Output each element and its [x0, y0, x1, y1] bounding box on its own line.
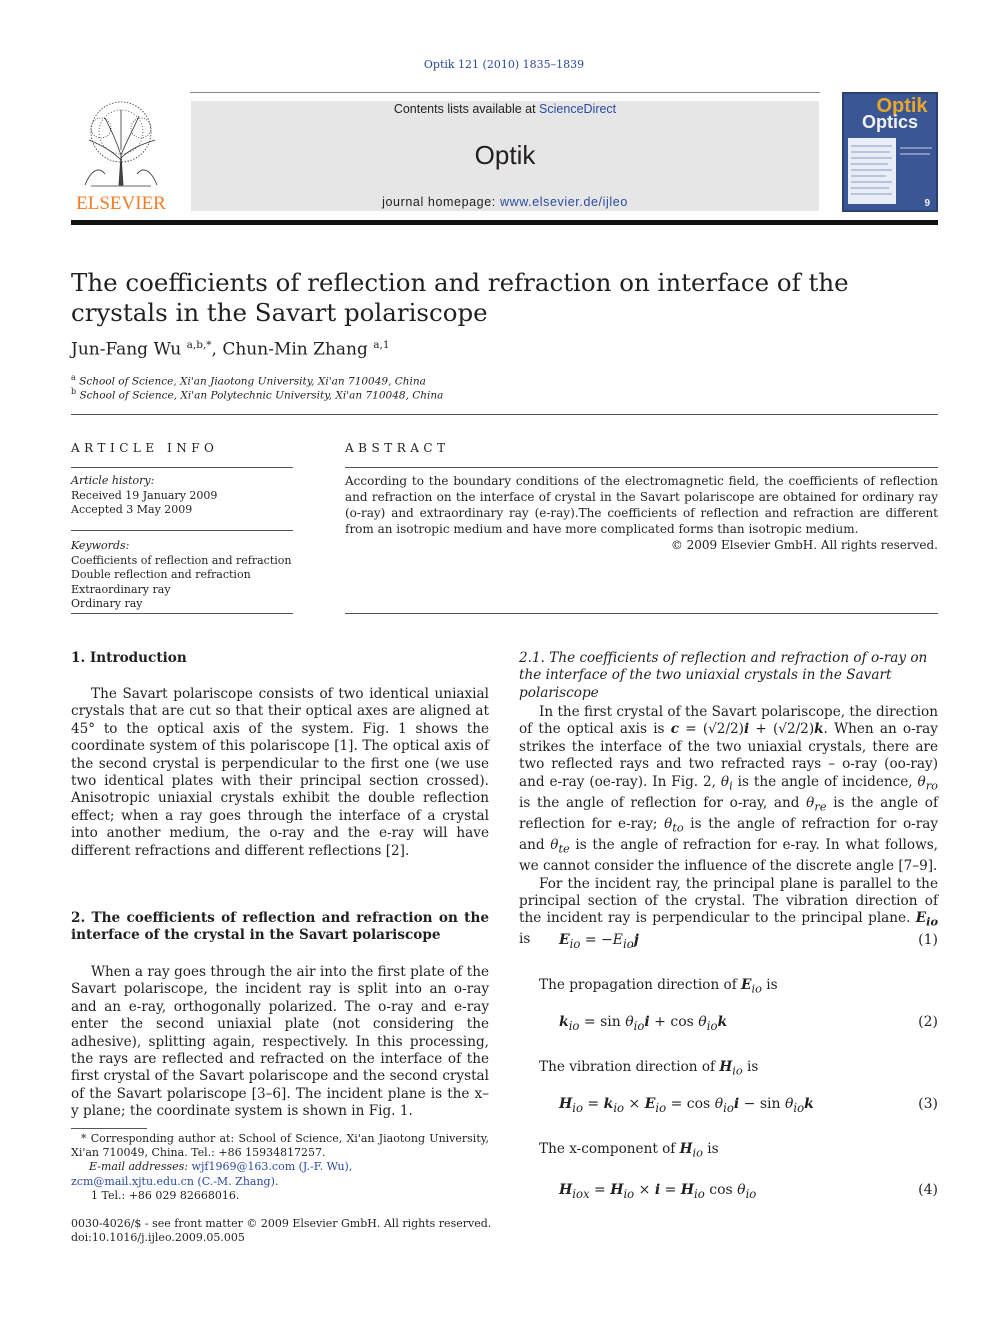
email-note — [71, 1160, 489, 1174]
equation-4: $H_{iox} = H_{io} \times i = H_{io}$ $\cos \theta_{io}$ — [559, 1182, 757, 1201]
keywords-label: Keywords: — [71, 539, 130, 552]
equation-2-intro: The propagation direction of $E_{io}$ is — [539, 977, 778, 996]
front-matter — [71, 1217, 501, 1245]
affiliation-a — [71, 373, 426, 388]
keyword-item: Ordinary ray — [71, 597, 143, 611]
text-span: is the angle of refraction for o-ray and — [519, 815, 939, 853]
contents-prefix: Contents lists available at — [393, 102, 540, 116]
elsevier-wordmark: ELSEVIER — [76, 193, 166, 213]
title-divider — [71, 414, 938, 415]
author-2-affil-mark[interactable]: a,1 — [373, 339, 390, 351]
keyword-item: Coefficients of reflection and refraction — [71, 553, 292, 567]
equation-2-number: (2) — [918, 1014, 938, 1030]
accepted-date: Accepted 3 May 2009 — [71, 503, 193, 517]
equation-4-number: (4) — [918, 1182, 938, 1198]
corresponding-author-note: * Corresponding author at: School of Science, Xi'an Jiaotong University, Xi'an 710049, China. Tel.: +86 15934817257. — [71, 1132, 489, 1160]
article-info-bottom-rule — [71, 613, 293, 614]
text-span: When an o-ray strikes the interface of the two uniaxial crystals, there are two reflected rays and two refracted rays – o-ray (oo-ray) and e-ray (oe-ray). In Fig. 2, — [519, 721, 938, 790]
keywords-block — [71, 539, 293, 612]
email-link-1[interactable]: wjf1969@163.com (J.-F. Wu), — [191, 1160, 353, 1174]
abstract-bottom-rule — [345, 613, 938, 614]
equation-4-intro: The x-component of $H_{io}$ is — [539, 1141, 719, 1160]
section-1-heading: 1. Introduction — [71, 650, 187, 666]
cover-title-optik: Optik — [876, 95, 928, 117]
footnotes — [71, 1132, 489, 1203]
section-1-body — [71, 686, 489, 860]
subsection-paragraph-2: For the incident ray, the principal plane is parallel to the principal section of the crystal. The vibration direction of the incident ray is perpendicular to the principal plane. $E_{io}$ is — [519, 875, 938, 948]
journal-name: Optik — [474, 140, 536, 170]
contents-line — [191, 102, 819, 116]
author-1-affil-mark[interactable]: a,b,* — [186, 339, 212, 351]
keyword-item: Double reflection and refraction — [71, 568, 251, 582]
abstract-text: According to the boundary conditions of the electromagnetic field, the coefficients of reflection and refraction on the interface of crystal in the Savart polariscope are obtained for ordinary ray (o-ray) and extraordinary ray (e-ray).The coefficients of reflection and refraction are different from an isotropic medium and have more complicated forms than isotropic medium. — [345, 474, 938, 536]
equation-3: $H_{io} = k_{io} \times E_{io} = \cos \theta_{io}i - \sin \theta_{io}k$ — [559, 1096, 814, 1115]
equation-2: $k_{io} = \sin \theta_{io}i + \cos \theta_{io}k$ — [559, 1014, 728, 1033]
author-line — [71, 339, 390, 360]
keywords-rule — [71, 530, 293, 531]
text-span: The vibration direction of — [539, 1059, 716, 1075]
affiliation-a-mark: a — [71, 373, 76, 382]
section-2-body — [71, 964, 489, 1121]
text-span: is the angle of reflection for e-ray; — [519, 794, 939, 832]
elsevier-logo — [71, 100, 171, 213]
equation-3-number: (3) — [918, 1096, 938, 1112]
homepage-link[interactable]: www.elsevier.de/ijleo — [499, 195, 628, 209]
author-1[interactable]: Jun-Fang Wu — [71, 339, 182, 360]
header-rule — [190, 92, 820, 93]
article-info-rule — [71, 467, 293, 468]
received-date: Received 19 January 2009 — [71, 488, 218, 502]
cover-issue-number: 9 — [924, 198, 930, 209]
text-span: is — [519, 931, 531, 948]
cover-title-optics: Optics — [861, 112, 919, 132]
text-span: The propagation direction of — [539, 977, 737, 993]
equation-1-number: (1) — [918, 932, 938, 948]
article-title: The coefficients of reflection and refraction on interface of the crystals in the Savart polariscope — [71, 268, 849, 327]
history-label: Article history: — [71, 474, 155, 487]
elsevier-tree-icon — [85, 102, 157, 186]
text-span: is the angle of reflection for o-ray, and — [519, 794, 800, 811]
abstract-heading: ABSTRACT — [345, 441, 450, 455]
text-span: is the angle of incidence, — [737, 773, 913, 790]
affiliation-b-text: School of Science, Xi'an Polytechnic University, Xi'an 710048, China — [79, 389, 444, 402]
keyword-item: Extraordinary ray — [71, 582, 171, 596]
sciencedirect-link[interactable]: ScienceDirect — [539, 102, 617, 116]
affiliation-a-text: School of Science, Xi'an Jiaotong University, Xi'an 710049, China — [79, 375, 426, 388]
affiliation-b-mark: b — [71, 387, 77, 396]
article-info-heading: ARTICLE INFO — [71, 441, 219, 455]
author-separator: , — [211, 339, 223, 360]
tel-note: 1 Tel.: +86 029 82668016. — [91, 1188, 240, 1202]
doi-line[interactable]: doi:10.1016/j.ijleo.2009.05.005 — [71, 1231, 245, 1245]
email-label: E-mail addresses: — [89, 1160, 189, 1174]
section-2-heading: 2. The coefficients of reflection and refraction on the interface of the crystal in the Savart polariscope — [71, 910, 489, 944]
subsection-paragraph-1: In the first crystal of the Savart polariscope, the direction of the optical axis is c = (√2/2)i + (√2/2)k. When an o-ray strikes the interface of the two uniaxial crystals, there are two reflected rays and two refracted rays – o-ray (oo-ray) and e-ray (oe-ray). In Fig. 2, $\theta_i$ is the angle of incidence, $\theta_{ro}$ is the angle of reflection for o-ray, and $\theta_{re}$ is the angle of reflection for e-ray; $\theta_{to}$ is the angle of refraction for o-ray and $\theta_{te}$ is the angle of refraction for e-ray. In what follows, we cannot consider the influence of the discrete angle [7–9]. — [519, 704, 939, 875]
equation-1: $E_{io} = -E_{io}j$ — [559, 932, 639, 951]
section-1-paragraph: The Savart polariscope consists of two identical uniaxial crystals that are cut so that their optical axes are aligned at 45° to the optical axis of the system. Fig. 1 shows the coordinate system of this polariscope [1]. The optical axis of the second crystal is perpendicular to the first one (we use two identical plates with their principal section crossed). Anisotropic uniaxial crystals exhibit the double reflection effect; when a ray goes through the interface of a crystal into another medium, the o-ray and the e-ray will have different refractions and different reflections [2]. — [71, 686, 489, 859]
text-span: For the incident ray, the principal plane is parallel to the principal section of the crystal. The vibration direction of the incident ray is perpendicular to the principal plane. — [519, 875, 938, 927]
abstract-rule — [345, 467, 938, 468]
homepage-prefix: journal homepage: — [382, 195, 500, 209]
journal-reference[interactable]: Optik 121 (2010) 1835–1839 — [423, 58, 585, 71]
footnote-rule — [71, 1128, 147, 1129]
issn-line: 0030-4026/$ - see front matter © 2009 Elsevier GmbH. All rights reserved. — [71, 1217, 492, 1230]
subsection-2-1-heading: 2.1. The coefficients of reflection and refraction of o-ray on the interface of the two uniaxial crystals in the Savart polariscope — [519, 650, 928, 701]
equation-3-intro: The vibration direction of $H_{io}$ is — [539, 1059, 759, 1078]
abstract-copyright: © 2009 Elsevier GmbH. All rights reserved. — [670, 538, 938, 552]
text-span: In the first crystal of the Savart polariscope, the direction of the optical axis is — [519, 704, 938, 738]
affiliation-b — [71, 387, 443, 402]
author-2[interactable]: Chun-Min Zhang — [222, 339, 368, 360]
text-span: is the angle of refraction for e-ray. In what follows, we cannot consider the influence of the discrete angle [7–9]. — [519, 837, 939, 875]
header-thick-rule — [71, 220, 938, 225]
text-span: The x-component of — [539, 1141, 676, 1157]
subsection-2-1-body — [519, 704, 938, 949]
homepage-line — [191, 195, 819, 209]
journal-cover-image — [842, 92, 938, 212]
section-2-paragraph: When a ray goes through the air into the first plate of the Savart polariscope, the incident ray is split into an o-ray and an e-ray, orthogonally polarized. The o-ray and e-ray enter the second uniaxial plate (not considering the adhesive), splitting again, respectively. In this processing, the rays are reflected and refracted on the interface of the first crystal of the Savart polariscope and the second crystal of the Savart polariscope [3–6]. The incident plane is the x–y plane; the coordinate system is shown in Fig. 1. — [71, 964, 489, 1120]
article-history — [71, 474, 293, 518]
email-link-2[interactable]: zcm@mail.xjtu.edu.cn (C.-M. Zhang). — [71, 1174, 279, 1188]
